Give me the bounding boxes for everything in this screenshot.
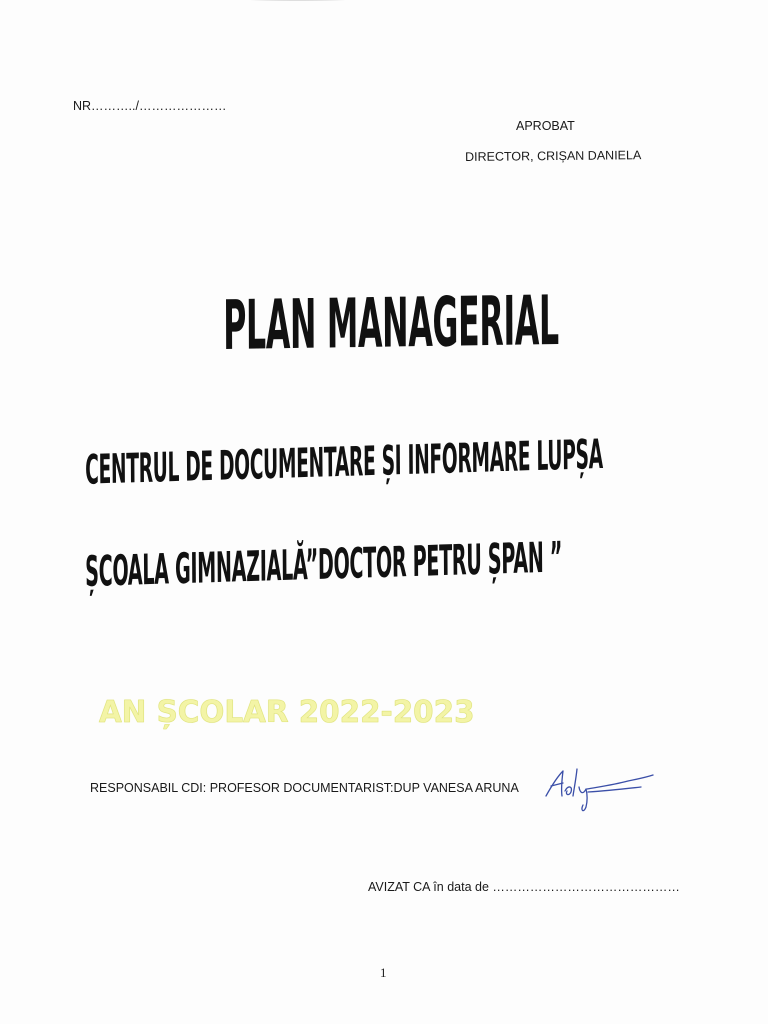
page-number: 1: [380, 965, 387, 980]
signature-strokes: [546, 769, 653, 811]
school-name: ȘCOALA GIMNAZIALĂ”DOCTOR PETRU ȘPAN ”: [85, 532, 563, 597]
council-approval-line: AVIZAT CA în data de ………………………………………: [368, 880, 680, 894]
scan-edge-line: [250, 0, 470, 1]
document-title: PLAN MANAGERIAL: [223, 281, 559, 367]
school-year: AN ȘCOLAR 2022-2023: [99, 695, 475, 730]
handwritten-signature: [543, 765, 655, 815]
approved-label: APROBAT: [516, 119, 575, 133]
director-name: DIRECTOR, CRIȘAN DANIELA: [465, 148, 642, 164]
registration-number-line: NR………../…………………: [73, 99, 227, 113]
center-name: CENTRUL DE DOCUMENTARE ȘI INFORMARE LUPȘA: [85, 430, 603, 494]
responsible-person: RESPONSABIL CDI: PROFESOR DOCUMENTARIST:DUP VANESA ARUNA: [90, 781, 519, 795]
